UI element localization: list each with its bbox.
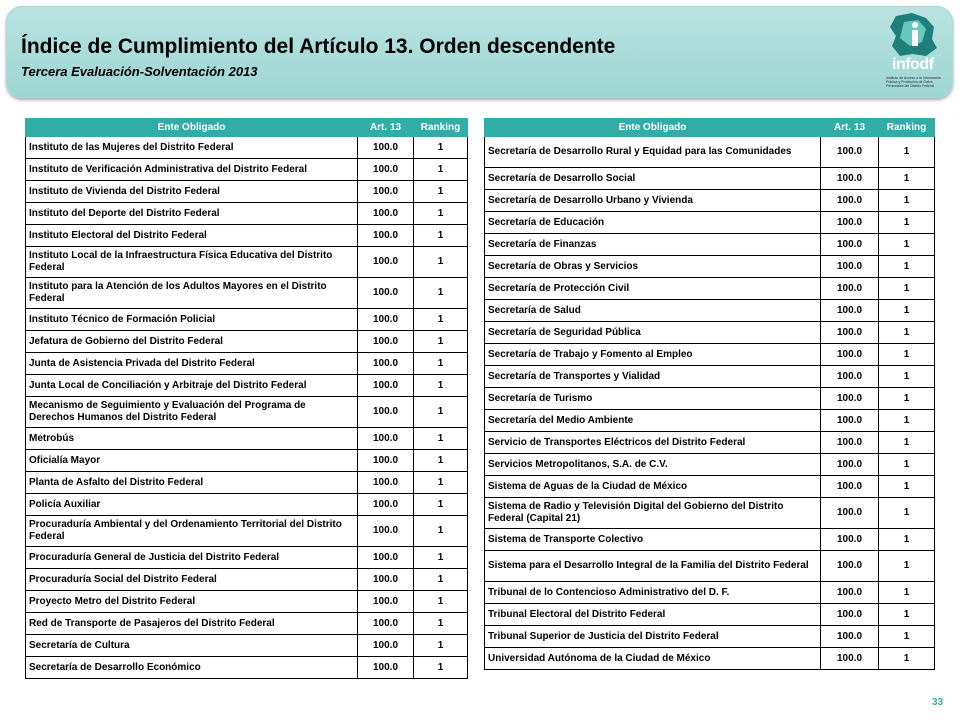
ranking-cell: 1 (879, 498, 935, 529)
art13-score-cell: 100.0 (358, 203, 414, 225)
art13-score-cell: 100.0 (821, 454, 879, 476)
entity-cell: Tribunal Superior de Justicia del Distrito Federal (485, 626, 821, 648)
header-art-13: Art. 13 (821, 119, 879, 137)
entity-cell: Secretaría del Medio Ambiente (485, 410, 821, 432)
table-row (26, 657, 468, 679)
table-row (26, 635, 468, 657)
entity-cell: Secretaría de Finanzas (485, 234, 821, 256)
art13-score-cell: 100.0 (358, 547, 414, 569)
art13-score-cell: 100.0 (821, 366, 879, 388)
entity-cell: Sistema de Radio y Televisión Digital del Gobierno del Distrito Federal (Capital 21) (485, 498, 821, 529)
art13-score-cell: 100.0 (821, 432, 879, 454)
entity-cell: Oficialía Mayor (26, 450, 358, 472)
entity-cell: Instituto de Verificación Administrativa del Distrito Federal (26, 159, 358, 181)
entity-cell: Secretaría de Seguridad Pública (485, 322, 821, 344)
entity-cell: Secretaría de Turismo (485, 388, 821, 410)
page-title: Índice de Cumplimiento del Artículo 13. Orden descendente (21, 35, 616, 58)
ranking-cell: 1 (414, 247, 468, 278)
table-row (26, 450, 468, 472)
ranking-cell: 1 (414, 516, 468, 547)
ranking-cell: 1 (879, 212, 935, 234)
table-row (485, 410, 935, 432)
header-ranking: Ranking (879, 119, 935, 137)
table-row (26, 591, 468, 613)
entity-cell: Procuraduría Ambiental y del Ordenamiento Territorial del Distrito Federal (26, 516, 358, 547)
entity-cell: Planta de Asfalto del Distrito Federal (26, 472, 358, 494)
mexico-city-map-icon (882, 12, 948, 58)
entity-cell: Secretaría de Desarrollo Urbano y Vivienda (485, 190, 821, 212)
table-row (26, 278, 468, 309)
ranking-cell: 1 (879, 168, 935, 190)
entity-cell: Junta Local de Conciliación y Arbitraje del Distrito Federal (26, 375, 358, 397)
ranking-cell: 1 (414, 569, 468, 591)
entity-cell: Instituto de Vivienda del Distrito Federal (26, 181, 358, 203)
table-row (26, 613, 468, 635)
table-row (485, 648, 935, 670)
art13-score-cell: 100.0 (358, 428, 414, 450)
table-row (485, 529, 935, 551)
table-row (26, 181, 468, 203)
logo-wordmark: infodf (892, 56, 934, 73)
art13-score-cell: 100.0 (821, 551, 879, 582)
ranking-cell: 1 (879, 529, 935, 551)
ranking-cell: 1 (414, 181, 468, 203)
ranking-cell: 1 (879, 582, 935, 604)
art13-score-cell: 100.0 (358, 591, 414, 613)
table-row (485, 454, 935, 476)
header-ranking: Ranking (414, 119, 468, 137)
entity-cell: Instituto para la Atención de los Adultos Mayores en el Distrito Federal (26, 278, 358, 309)
ranking-cell: 1 (879, 190, 935, 212)
art13-score-cell: 100.0 (821, 300, 879, 322)
art13-score-cell: 100.0 (821, 498, 879, 529)
art13-score-cell: 100.0 (821, 190, 879, 212)
art13-score-cell: 100.0 (821, 476, 879, 498)
header-art-13: Art. 13 (358, 119, 414, 137)
table-row (485, 582, 935, 604)
art13-score-cell: 100.0 (821, 322, 879, 344)
table-row (485, 344, 935, 366)
ranking-cell: 1 (414, 331, 468, 353)
ranking-cell: 1 (414, 472, 468, 494)
entity-cell: Mecanismo de Seguimiento y Evaluación del Programa de Derechos Humanos del Distrito Federal (26, 397, 358, 428)
ranking-cell: 1 (879, 344, 935, 366)
ranking-cell: 1 (879, 454, 935, 476)
art13-score-cell: 100.0 (358, 657, 414, 679)
art13-score-cell: 100.0 (358, 278, 414, 309)
ranking-cell: 1 (414, 225, 468, 247)
ranking-cell: 1 (414, 137, 468, 159)
table-row (485, 432, 935, 454)
art13-score-cell: 100.0 (821, 626, 879, 648)
table-row (26, 547, 468, 569)
ranking-cell: 1 (414, 494, 468, 516)
art13-score-cell: 100.0 (821, 604, 879, 626)
entity-cell: Secretaría de Cultura (26, 635, 358, 657)
table-row (26, 397, 468, 428)
table-row (26, 569, 468, 591)
table-row (26, 472, 468, 494)
ranking-cell: 1 (414, 203, 468, 225)
ranking-cell: 1 (414, 353, 468, 375)
ranking-cell: 1 (879, 137, 935, 168)
table-row (26, 203, 468, 225)
table-row (485, 388, 935, 410)
table-row (485, 137, 935, 168)
ranking-cell: 1 (414, 397, 468, 428)
art13-score-cell: 100.0 (358, 159, 414, 181)
entity-cell: Sistema para el Desarrollo Integral de la Familia del Distrito Federal (485, 551, 821, 582)
ranking-cell: 1 (414, 547, 468, 569)
entity-cell: Secretaría de Transportes y Vialidad (485, 366, 821, 388)
table-header-row (26, 119, 468, 137)
ranking-cell: 1 (879, 278, 935, 300)
table-row (485, 212, 935, 234)
ranking-cell: 1 (414, 635, 468, 657)
header-ente-obligado: Ente Obligado (26, 119, 358, 137)
table-row (485, 190, 935, 212)
ranking-cell: 1 (879, 388, 935, 410)
ranking-cell: 1 (414, 450, 468, 472)
table-row (26, 494, 468, 516)
entity-cell: Red de Transporte de Pasajeros del Distrito Federal (26, 613, 358, 635)
ranking-cell: 1 (879, 626, 935, 648)
ranking-cell: 1 (879, 256, 935, 278)
art13-score-cell: 100.0 (358, 331, 414, 353)
logo-caption: Instituto de Acceso a la Información Pública y Protección de Datos Personales del Distrito Federal (886, 76, 942, 88)
ranking-cell: 1 (414, 278, 468, 309)
table-row (485, 498, 935, 529)
ranking-cell: 1 (879, 604, 935, 626)
table-row (26, 375, 468, 397)
title-banner (6, 6, 953, 98)
ranking-cell: 1 (879, 410, 935, 432)
art13-score-cell: 100.0 (358, 181, 414, 203)
header-ente-obligado: Ente Obligado (485, 119, 821, 137)
art13-score-cell: 100.0 (821, 278, 879, 300)
art13-score-cell: 100.0 (358, 397, 414, 428)
table-row (26, 225, 468, 247)
entity-cell: Instituto Electoral del Distrito Federal (26, 225, 358, 247)
ranking-cell: 1 (879, 476, 935, 498)
art13-score-cell: 100.0 (358, 353, 414, 375)
table-row (485, 300, 935, 322)
entity-cell: Secretaría de Salud (485, 300, 821, 322)
ranking-cell: 1 (414, 613, 468, 635)
table-row (485, 604, 935, 626)
entity-cell: Tribunal Electoral del Distrito Federal (485, 604, 821, 626)
infodf-logo (882, 12, 948, 96)
table-row (485, 256, 935, 278)
art13-score-cell: 100.0 (821, 137, 879, 168)
art13-score-cell: 100.0 (358, 613, 414, 635)
art13-score-cell: 100.0 (821, 344, 879, 366)
entity-cell: Tribunal de lo Contencioso Administrativo del D. F. (485, 582, 821, 604)
table-row (485, 322, 935, 344)
entity-cell: Instituto del Deporte del Distrito Federal (26, 203, 358, 225)
compliance-table-right (484, 118, 935, 670)
table-row (485, 366, 935, 388)
art13-score-cell: 100.0 (358, 516, 414, 547)
ranking-cell: 1 (414, 375, 468, 397)
page-subtitle: Tercera Evaluación-Solventación 2013 (21, 64, 258, 79)
entity-cell: Secretaría de Obras y Servicios (485, 256, 821, 278)
ranking-cell: 1 (879, 366, 935, 388)
art13-score-cell: 100.0 (821, 388, 879, 410)
art13-score-cell: 100.0 (358, 494, 414, 516)
entity-cell: Instituto de las Mujeres del Distrito Federal (26, 137, 358, 159)
art13-score-cell: 100.0 (358, 137, 414, 159)
table-row (485, 168, 935, 190)
entity-cell: Metrobús (26, 428, 358, 450)
art13-score-cell: 100.0 (821, 410, 879, 432)
entity-cell: Instituto Técnico de Formación Policial (26, 309, 358, 331)
entity-cell: Servicios Metropolitanos, S.A. de C.V. (485, 454, 821, 476)
ranking-cell: 1 (414, 591, 468, 613)
entity-cell: Secretaría de Protección Civil (485, 278, 821, 300)
entity-cell: Sistema de Aguas de la Ciudad de México (485, 476, 821, 498)
ranking-cell: 1 (879, 551, 935, 582)
table-header-row (485, 119, 935, 137)
ranking-cell: 1 (414, 657, 468, 679)
compliance-table-left (25, 118, 468, 679)
art13-score-cell: 100.0 (358, 472, 414, 494)
page-number: 33 (932, 697, 944, 708)
art13-score-cell: 100.0 (821, 648, 879, 670)
art13-score-cell: 100.0 (358, 569, 414, 591)
entity-cell: Junta de Asistencia Privada del Distrito Federal (26, 353, 358, 375)
art13-score-cell: 100.0 (358, 225, 414, 247)
entity-cell: Instituto Local de la Infraestructura Física Educativa del Distrito Federal (26, 247, 358, 278)
entity-cell: Policía Auxiliar (26, 494, 358, 516)
table-row (485, 278, 935, 300)
table-row (26, 309, 468, 331)
ranking-cell: 1 (414, 309, 468, 331)
ranking-cell: 1 (879, 648, 935, 670)
table-row (26, 137, 468, 159)
entity-cell: Servicio de Transportes Eléctricos del Distrito Federal (485, 432, 821, 454)
table-row (26, 159, 468, 181)
table-row (26, 331, 468, 353)
table-row (26, 428, 468, 450)
ranking-cell: 1 (879, 322, 935, 344)
art13-score-cell: 100.0 (358, 375, 414, 397)
art13-score-cell: 100.0 (821, 212, 879, 234)
entity-cell: Procuraduría General de Justicia del Distrito Federal (26, 547, 358, 569)
table-row (26, 247, 468, 278)
ranking-cell: 1 (414, 159, 468, 181)
art13-score-cell: 100.0 (821, 256, 879, 278)
art13-score-cell: 100.0 (358, 450, 414, 472)
entity-cell: Sistema de Transporte Colectivo (485, 529, 821, 551)
ranking-cell: 1 (879, 432, 935, 454)
entity-cell: Secretaría de Desarrollo Social (485, 168, 821, 190)
entity-cell: Secretaría de Trabajo y Fomento al Empleo (485, 344, 821, 366)
table-row (26, 353, 468, 375)
table-row (485, 476, 935, 498)
entity-cell: Proyecto Metro del Distrito Federal (26, 591, 358, 613)
ranking-cell: 1 (879, 234, 935, 256)
table-row (485, 626, 935, 648)
art13-score-cell: 100.0 (358, 635, 414, 657)
art13-score-cell: 100.0 (821, 582, 879, 604)
entity-cell: Procuraduría Social del Distrito Federal (26, 569, 358, 591)
entity-cell: Secretaría de Desarrollo Económico (26, 657, 358, 679)
ranking-cell: 1 (414, 428, 468, 450)
table-row (26, 516, 468, 547)
art13-score-cell: 100.0 (358, 309, 414, 331)
entity-cell: Secretaría de Desarrollo Rural y Equidad para las Comunidades (485, 137, 821, 168)
art13-score-cell: 100.0 (358, 247, 414, 278)
entity-cell: Secretaría de Educación (485, 212, 821, 234)
art13-score-cell: 100.0 (821, 168, 879, 190)
table-row (485, 234, 935, 256)
entity-cell: Universidad Autónoma de la Ciudad de México (485, 648, 821, 670)
ranking-cell: 1 (879, 300, 935, 322)
art13-score-cell: 100.0 (821, 529, 879, 551)
entity-cell: Jefatura de Gobierno del Distrito Federal (26, 331, 358, 353)
table-row (485, 551, 935, 582)
art13-score-cell: 100.0 (821, 234, 879, 256)
